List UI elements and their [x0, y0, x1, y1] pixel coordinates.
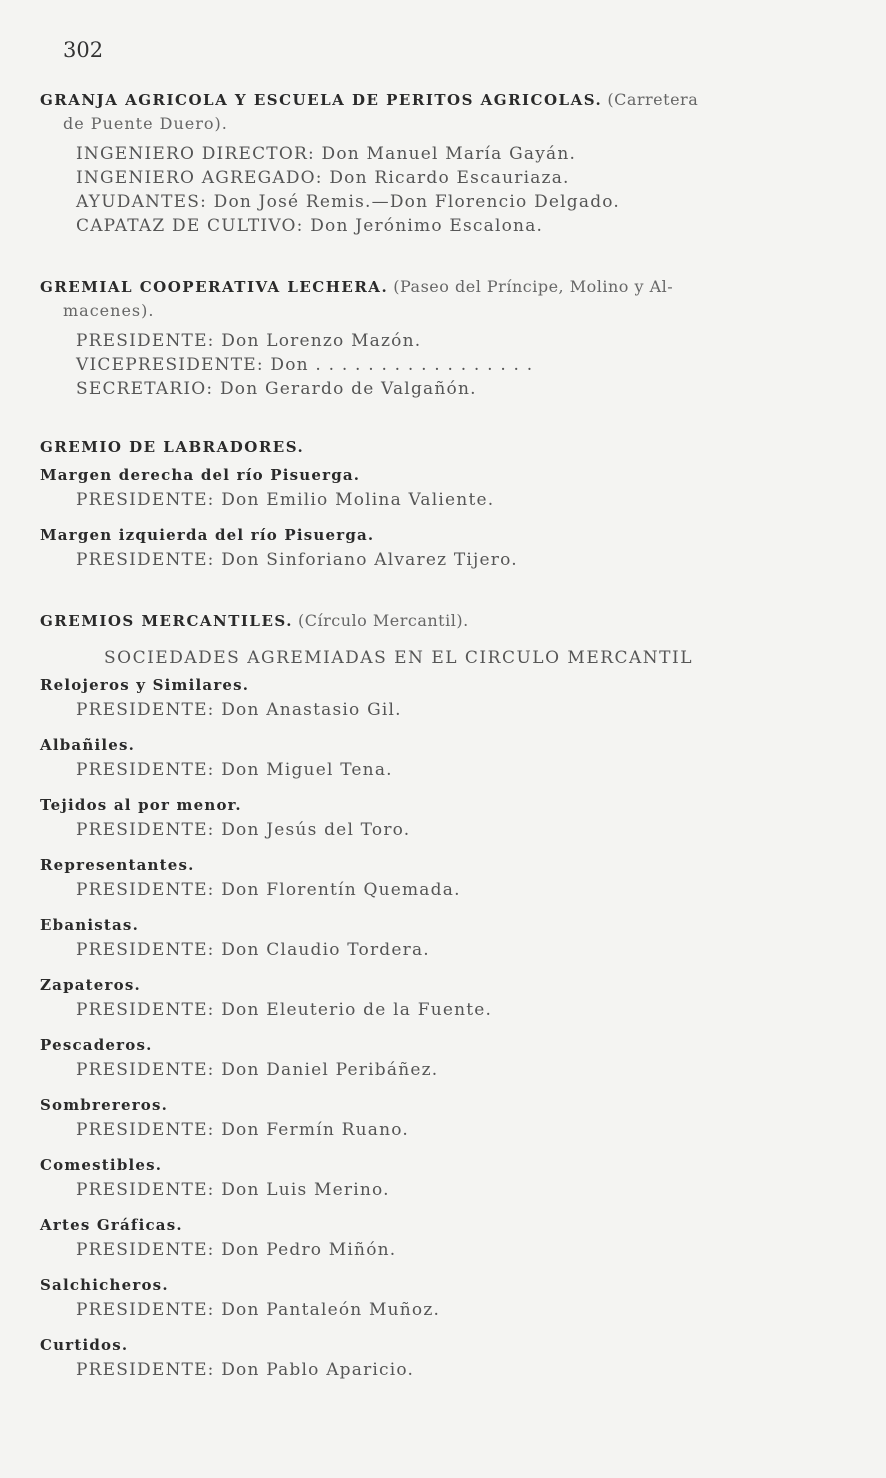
group-name: Albañiles. — [40, 736, 136, 754]
section-heading-line — [40, 611, 469, 630]
group-name: Zapateros. — [40, 976, 141, 994]
president-line: PRESIDENTE: Don Florentín Quemada. — [76, 880, 461, 900]
group-name: Artes Gráficas. — [40, 1216, 183, 1234]
section-heading-line — [40, 90, 698, 109]
group-name: Curtidos. — [40, 1336, 129, 1354]
role-line: CAPATAZ DE CULTIVO: Don Jerónimo Escalona. — [76, 216, 544, 236]
president-line: PRESIDENTE: Don Pantaleón Muñoz. — [76, 1300, 441, 1320]
section-heading: GREMIOS MERCANTILES. — [40, 612, 293, 630]
section-heading: GREMIO DE LABRADORES. — [40, 438, 305, 456]
president-line: PRESIDENTE: Don Eleuterio de la Fuente. — [76, 1000, 493, 1020]
section-note-continuation: de Puente Duero). — [63, 114, 228, 133]
group-name: Margen izquierda del río Pisuerga. — [40, 526, 375, 544]
president-line: PRESIDENTE: Don Pedro Miñón. — [76, 1240, 397, 1260]
president-line: PRESIDENTE: Don Luis Merino. — [76, 1180, 390, 1200]
group-name: Comestibles. — [40, 1156, 163, 1174]
section-note: (Carretera — [607, 90, 699, 109]
group-name: Pescaderos. — [40, 1036, 153, 1054]
section-note: (Círculo Mercantil). — [298, 611, 469, 630]
section-subtitle: SOCIEDADES AGREMIADAS EN EL CIRCULO MERCANTIL — [104, 648, 694, 668]
page-number: 302 — [63, 38, 104, 62]
role-line: PRESIDENTE: Don Lorenzo Mazón. — [76, 331, 422, 351]
role-line: VICEPRESIDENTE: Don . . . . . . . . . . . . . . . . . — [76, 355, 534, 375]
role-line: INGENIERO DIRECTOR: Don Manuel María Gayán. — [76, 144, 577, 164]
section-heading: GRANJA AGRICOLA Y ESCUELA DE PERITOS AGRICOLAS. — [40, 91, 603, 109]
president-line: PRESIDENTE: Don Claudio Tordera. — [76, 940, 430, 960]
group-name: Relojeros y Similares. — [40, 676, 250, 694]
president-line: PRESIDENTE: Don Emilio Molina Valiente. — [76, 490, 495, 510]
group-name: Margen derecha del río Pisuerga. — [40, 466, 361, 484]
section-heading: GREMIAL COOPERATIVA LECHERA. — [40, 278, 389, 296]
section-note-continuation: macenes). — [63, 301, 155, 320]
president-line: PRESIDENTE: Don Sinforiano Alvarez Tijero. — [76, 550, 518, 570]
section-heading-line — [40, 277, 673, 296]
group-name: Ebanistas. — [40, 916, 140, 934]
section-note: (Paseo del Príncipe, Molino y Al- — [393, 277, 674, 296]
group-name: Salchicheros. — [40, 1276, 169, 1294]
president-line: PRESIDENTE: Don Fermín Ruano. — [76, 1120, 409, 1140]
group-name: Representantes. — [40, 856, 195, 874]
role-line: INGENIERO AGREGADO: Don Ricardo Escauriaza. — [76, 168, 570, 188]
president-line: PRESIDENTE: Don Miguel Tena. — [76, 760, 393, 780]
president-line: PRESIDENTE: Don Anastasio Gil. — [76, 700, 402, 720]
group-name: Tejidos al por menor. — [40, 796, 242, 814]
role-line: AYUDANTES: Don José Remis.—Don Florencio Delgado. — [76, 192, 621, 212]
president-line: PRESIDENTE: Don Jesús del Toro. — [76, 820, 411, 840]
role-line: SECRETARIO: Don Gerardo de Valgañón. — [76, 379, 477, 399]
president-line: PRESIDENTE: Don Pablo Aparicio. — [76, 1360, 415, 1380]
president-line: PRESIDENTE: Don Daniel Peribáñez. — [76, 1060, 439, 1080]
group-name: Sombrereros. — [40, 1096, 169, 1114]
